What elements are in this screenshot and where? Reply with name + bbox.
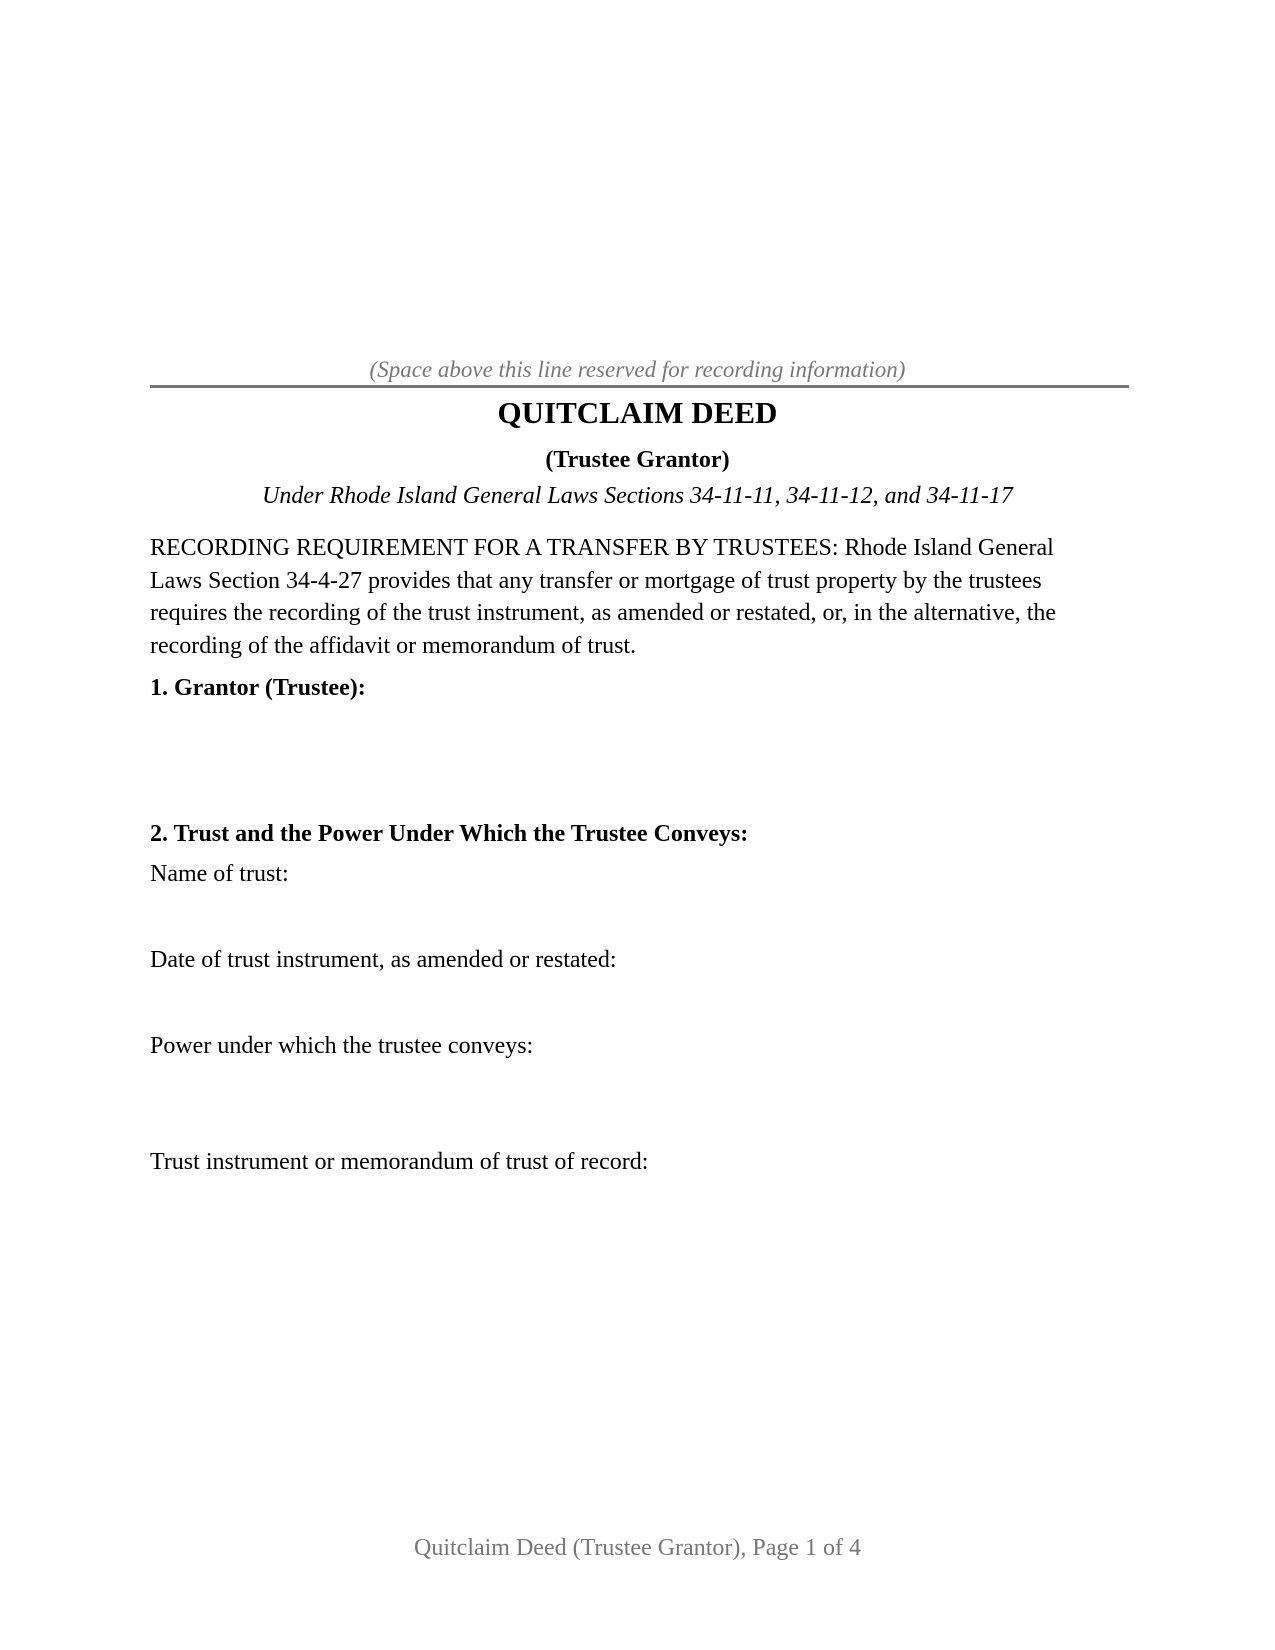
trust-heading: 2. Trust and the Power Under Which the Trustee Conveys: <box>150 821 749 847</box>
grantor-heading: 1. Grantor (Trustee): <box>150 675 366 701</box>
recording-divider <box>150 385 1129 388</box>
document-title: QUITCLAIM DEED <box>497 395 778 430</box>
recording-requirement-paragraph: RECORDING REQUIREMENT FOR A TRANSFER BY TRUSTEES: Rhode Island General Laws Section 34-4-27 provides that any transfer or mortgage of trust property by the trustees requires the recording of the trust instrument, as amended or restated, or, in the alternative, the recording of the affidavit or memorandum of trust. <box>150 535 1057 659</box>
date-of-trust-label: Date of trust instrument, as amended or restated: <box>150 947 617 973</box>
instrument-of-record-label: Trust instrument or memorandum of trust of record: <box>150 1149 649 1175</box>
document-subtitle: (Trustee Grantor) <box>545 447 730 473</box>
name-of-trust-label: Name of trust: <box>150 861 289 887</box>
statute-reference: Under Rhode Island General Laws Sections 34-11-11, 34-11-12, and 34-11-17 <box>262 483 1013 509</box>
page-footer: Quitclaim Deed (Trustee Grantor), Page 1 of 4 <box>414 1535 861 1561</box>
recording-space-note: (Space above this line reserved for recording information) <box>369 357 906 382</box>
power-label: Power under which the trustee conveys: <box>150 1033 534 1059</box>
